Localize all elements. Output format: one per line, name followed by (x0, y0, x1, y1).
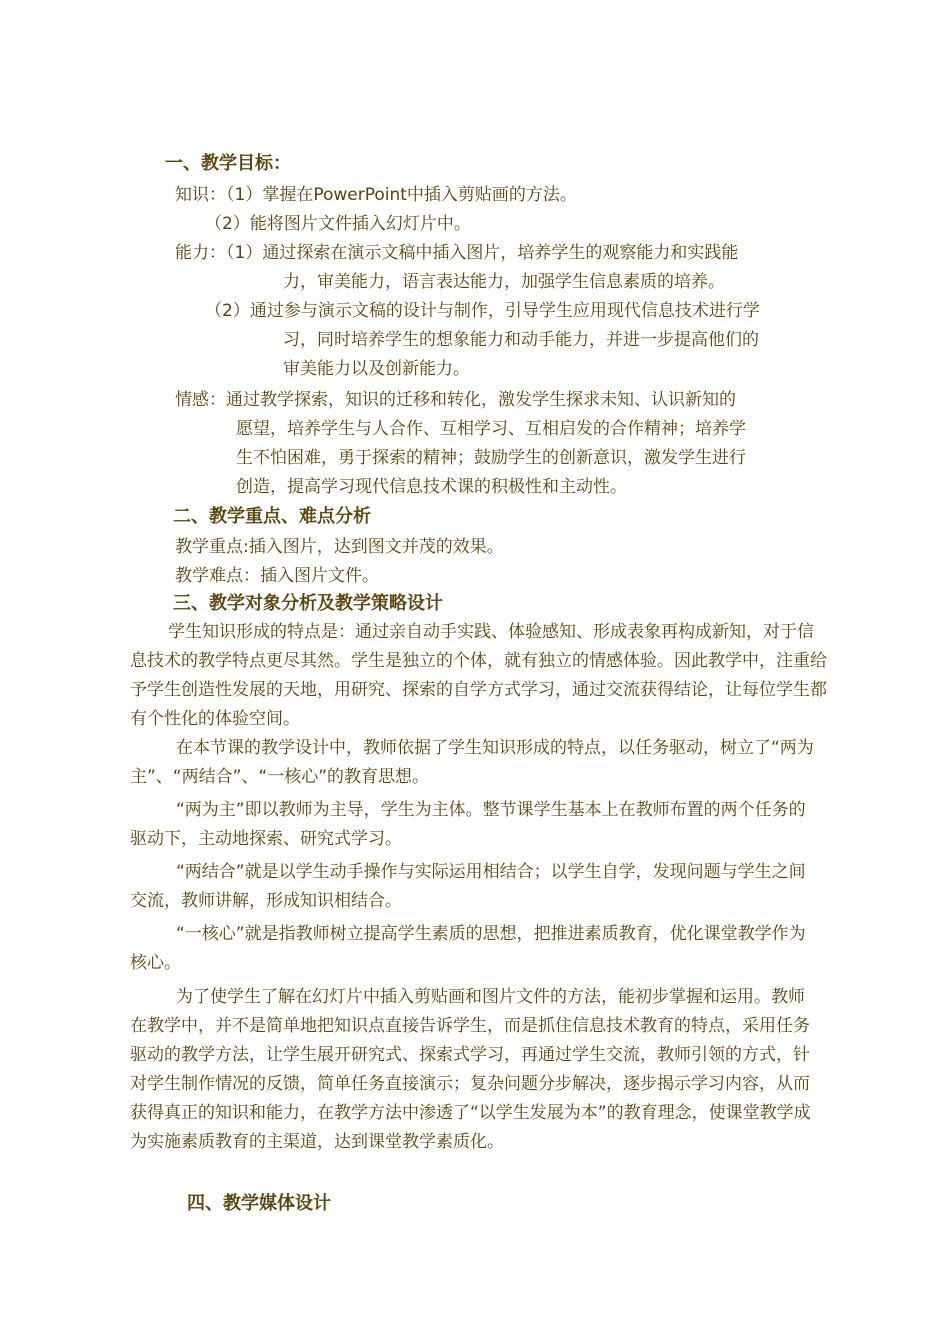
strategy-paragraph-5: “一核心”就是指教师树立提高学生素质的思想，把推进素质教育，优化课堂教学作为核心。 (130, 924, 806, 973)
difficulty-line: 教学难点：插入图片文件。 (175, 566, 379, 586)
strategy-paragraph-6: 为了使学生了解在幻灯片中插入剪贴画和图片文件的方法，能初步掌握和运用。教师在教学中，并不是简单地把知识点直接告诉学生，而是抓住信息技术教育的特点，采用任务驱动的教学方法，让学生展开研究式、探索式学习，再通过学生交流，教师引领的方式，针对学生制作情况的反馈，简单任务直接演示；复杂问题分步解决，逐步揭示学习内容，从而获得真正的知识和能力，在教学方法中渗透了“以学生发展为本”的教育理念，使课堂教学成为实施素质教育的主渠道，达到课堂教学素质化。 (130, 987, 811, 1152)
emotion-line-b: 愿望，培养学生与人合作、互相学习、互相启发的合作精神；培养学 (236, 419, 746, 439)
heading-media-design: 四、教学媒体设计 (187, 1193, 331, 1214)
emotion-line-d: 创造，提高学习现代信息技术课的积极性和主动性。 (236, 477, 627, 497)
emotion-line-c: 生不怕困难，勇于探索的精神；鼓励学生的创新意识，激发学生进行 (236, 448, 746, 468)
strategy-paragraph-3: “两为主”即以教师为主导，学生为主体。整节课学生基本上在教师布置的两个任务的驱动下，主动地探索、研究式学习。 (130, 800, 806, 849)
knowledge-line-1: 知识：（1）掌握在PowerPoint中插入剪贴画的方法。 (175, 185, 577, 205)
heading-key-points: 二、教学重点、难点分析 (173, 506, 371, 527)
ability-line-2c: 审美能力以及创新能力。 (283, 359, 470, 379)
heading-strategy: 三、教学对象分析及教学策略设计 (173, 593, 443, 614)
strategy-paragraph-4: “两结合”就是以学生动手操作与实际运用相结合；以学生自学，发现问题与学生之间交流，教师讲解，形成知识相结合。 (130, 862, 806, 911)
strategy-paragraph-2: 在本节课的教学设计中，教师依据了学生知识形成的特点，以任务驱动，树立了“两为主”、“两结合”、“一核心”的教育思想。 (130, 738, 814, 787)
heading-objectives: 一、教学目标： (165, 153, 291, 174)
ability-line-1b: 力，审美能力，语言表达能力，加强学生信息素质的培养。 (283, 272, 725, 292)
knowledge-line-2: （2）能将图片文件插入幻灯片中。 (205, 214, 471, 234)
strategy-paragraph-1: 学生知识形成的特点是：通过亲自动手实践、体验感知、形成表象再构成新知，对于信息技术的教学特点更尽其然。学生是独立的个体，就有独立的情感体验。因此教学中，注重给予学生创造性发展的天地，用研究、探索的自学方式学习，通过交流获得结论，让每位学生都有个性化的体验空间。 (130, 622, 827, 729)
ability-line-2b: 习，同时培养学生的想象能力和动手能力，并进一步提高他们的 (283, 330, 759, 350)
key-point-line: 教学重点:插入图片，达到图文并茂的效果。 (175, 537, 504, 557)
ability-line-2a: （2）通过参与演示文稿的设计与制作，引导学生应用现代信息技术进行学 (205, 301, 760, 321)
ability-line-1a: 能力：（1）通过探索在演示文稿中插入图片，培养学生的观察能力和实践能 (175, 243, 739, 263)
emotion-line-a: 情感：通过教学探索，知识的迁移和转化，激发学生探求未知、认识新知的 (175, 390, 736, 410)
